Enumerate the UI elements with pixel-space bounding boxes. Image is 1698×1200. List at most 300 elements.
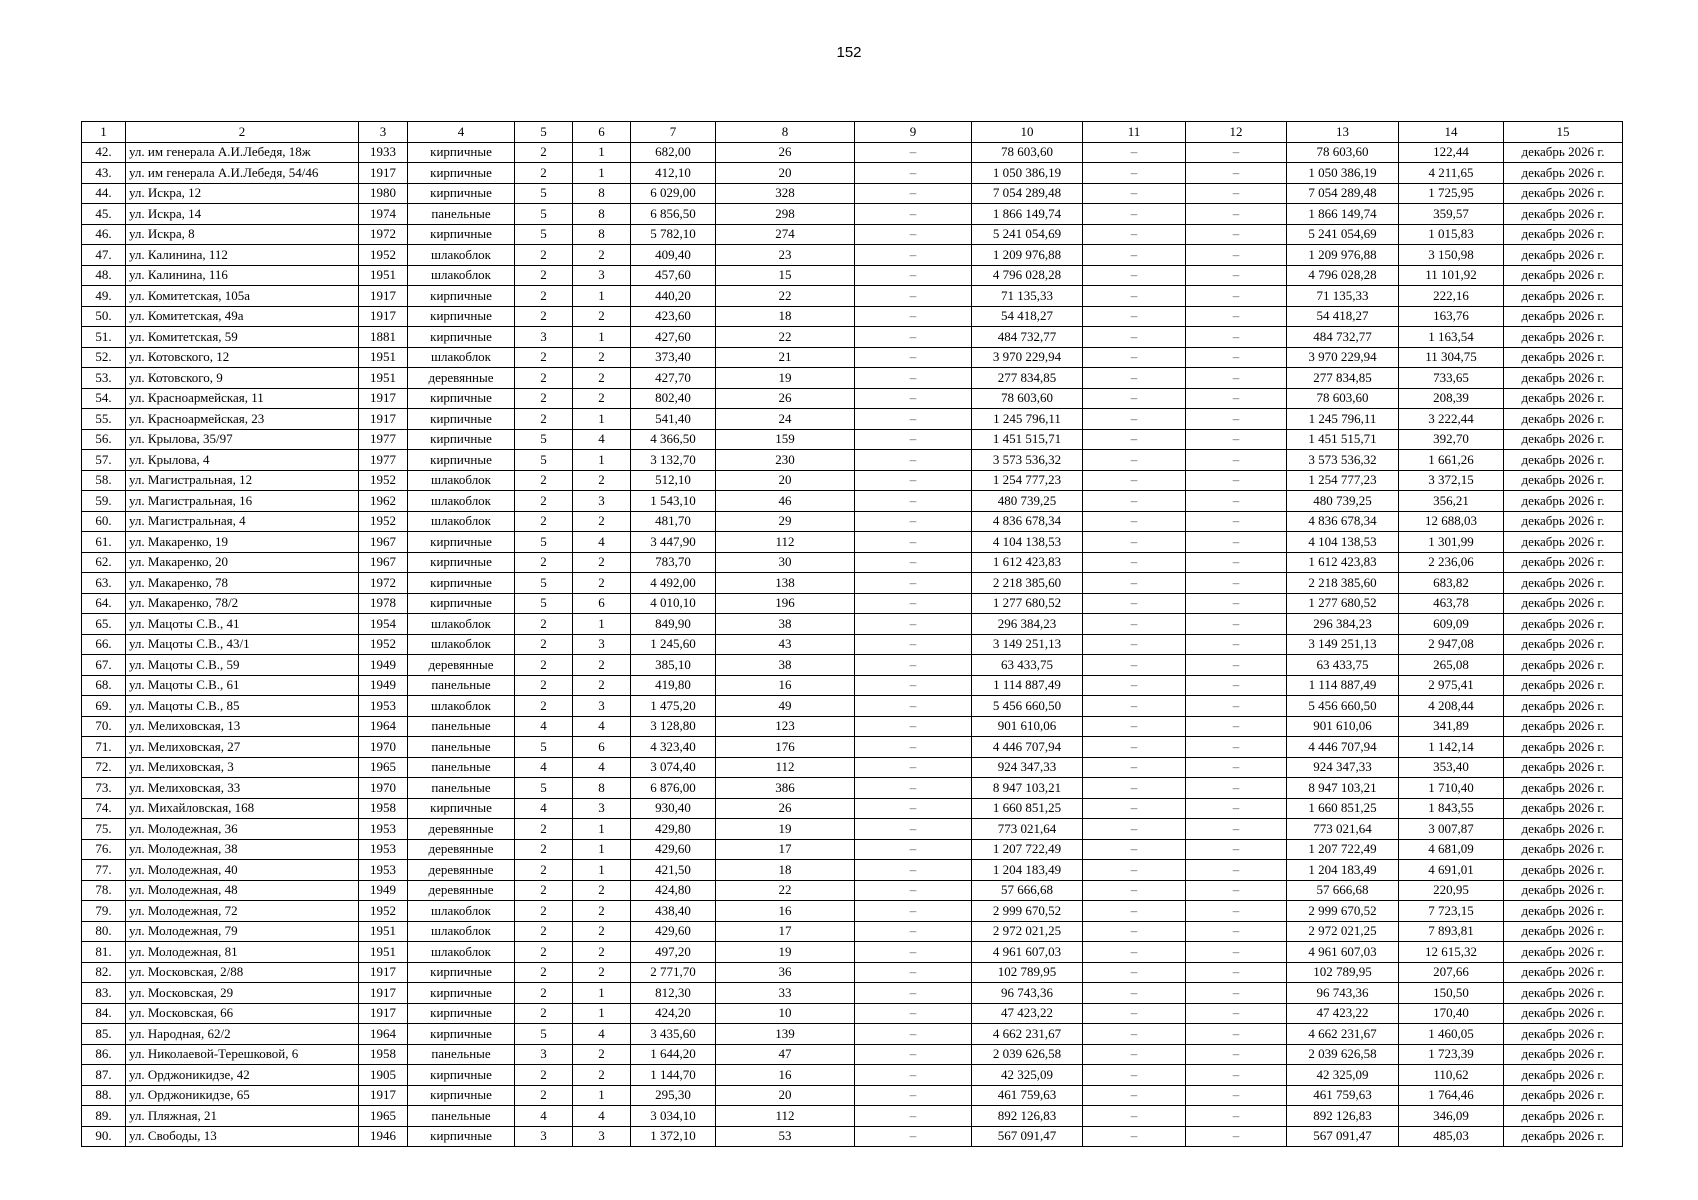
residents-cell: 112	[716, 532, 855, 553]
address-cell: ул. Народная, 62/2	[126, 1024, 359, 1045]
floors-cell: 2	[515, 675, 573, 696]
floors-cell: 2	[515, 983, 573, 1004]
row-number-cell: 84.	[82, 1003, 126, 1024]
cost-col-9-cell: –	[855, 470, 972, 491]
floors-cell: 2	[515, 1065, 573, 1086]
cost-col-12-cell: –	[1186, 1024, 1287, 1045]
total-cost-cell: 1 612 423,83	[972, 552, 1083, 573]
table-row	[82, 409, 1623, 430]
row-number-cell: 47.	[82, 245, 126, 266]
cost-col-13-cell: 1 209 976,88	[1287, 245, 1399, 266]
specific-cost-cell: 7 893,81	[1399, 921, 1504, 942]
cost-col-9-cell: –	[855, 450, 972, 471]
residents-cell: 386	[716, 778, 855, 799]
row-number-cell: 70.	[82, 716, 126, 737]
table-row	[82, 778, 1623, 799]
floors-cell: 2	[515, 163, 573, 184]
column-header-14: 14	[1399, 122, 1504, 143]
cost-col-11-cell: –	[1083, 819, 1186, 840]
specific-cost-cell: 1 725,95	[1399, 183, 1504, 204]
cost-col-13-cell: 3 573 536,32	[1287, 450, 1399, 471]
column-header-2: 2	[126, 122, 359, 143]
column-header-6: 6	[573, 122, 631, 143]
entrances-cell: 1	[573, 839, 631, 860]
residents-cell: 43	[716, 634, 855, 655]
total-area-cell: 423,60	[631, 306, 716, 327]
cost-col-12-cell: –	[1186, 265, 1287, 286]
entrances-cell: 1	[573, 327, 631, 348]
total-area-cell: 438,40	[631, 901, 716, 922]
cost-col-13-cell: 42 325,09	[1287, 1065, 1399, 1086]
row-number-cell: 66.	[82, 634, 126, 655]
cost-col-12-cell: –	[1186, 1106, 1287, 1127]
cost-col-11-cell: –	[1083, 921, 1186, 942]
table-row	[82, 286, 1623, 307]
cost-col-11-cell: –	[1083, 368, 1186, 389]
row-number-cell: 59.	[82, 491, 126, 512]
total-cost-cell: 1 660 851,25	[972, 798, 1083, 819]
cost-col-11-cell: –	[1083, 409, 1186, 430]
wall-material-cell: деревянные	[408, 839, 515, 860]
floors-cell: 2	[515, 655, 573, 676]
specific-cost-cell: 3 222,44	[1399, 409, 1504, 430]
floors-cell: 3	[515, 1126, 573, 1147]
total-area-cell: 6 856,50	[631, 204, 716, 225]
total-area-cell: 3 128,80	[631, 716, 716, 737]
specific-cost-cell: 4 211,65	[1399, 163, 1504, 184]
cost-col-12-cell: –	[1186, 921, 1287, 942]
cost-col-13-cell: 1 050 386,19	[1287, 163, 1399, 184]
address-cell: ул. Мелиховская, 13	[126, 716, 359, 737]
floors-cell: 3	[515, 1044, 573, 1065]
wall-material-cell: шлакоблок	[408, 245, 515, 266]
wall-material-cell: панельные	[408, 757, 515, 778]
total-cost-cell: 567 091,47	[972, 1126, 1083, 1147]
entrances-cell: 1	[573, 450, 631, 471]
table-body	[82, 142, 1623, 1147]
floors-cell: 2	[515, 962, 573, 983]
address-cell: ул. Молодежная, 40	[126, 860, 359, 881]
residents-cell: 38	[716, 614, 855, 635]
address-cell: ул. Молодежная, 36	[126, 819, 359, 840]
cost-col-11-cell: –	[1083, 1003, 1186, 1024]
entrances-cell: 4	[573, 429, 631, 450]
specific-cost-cell: 150,50	[1399, 983, 1504, 1004]
table-row	[82, 655, 1623, 676]
address-cell: ул. Молодежная, 48	[126, 880, 359, 901]
residents-cell: 15	[716, 265, 855, 286]
completion-date-cell: декабрь 2026 г.	[1504, 1044, 1623, 1065]
row-number-cell: 87.	[82, 1065, 126, 1086]
cost-col-12-cell: –	[1186, 901, 1287, 922]
table-row	[82, 901, 1623, 922]
year-built-cell: 1917	[359, 1085, 408, 1106]
row-number-cell: 71.	[82, 737, 126, 758]
completion-date-cell: декабрь 2026 г.	[1504, 798, 1623, 819]
table-row	[82, 163, 1623, 184]
year-built-cell: 1952	[359, 511, 408, 532]
cost-col-13-cell: 5 456 660,50	[1287, 696, 1399, 717]
table-row	[82, 368, 1623, 389]
year-built-cell: 1953	[359, 839, 408, 860]
cost-col-9-cell: –	[855, 634, 972, 655]
address-cell: ул. Московская, 29	[126, 983, 359, 1004]
completion-date-cell: декабрь 2026 г.	[1504, 962, 1623, 983]
address-cell: ул. Макаренко, 19	[126, 532, 359, 553]
year-built-cell: 1881	[359, 327, 408, 348]
completion-date-cell: декабрь 2026 г.	[1504, 224, 1623, 245]
completion-date-cell: декабрь 2026 г.	[1504, 429, 1623, 450]
cost-col-12-cell: –	[1186, 962, 1287, 983]
residents-cell: 18	[716, 860, 855, 881]
entrances-cell: 1	[573, 1003, 631, 1024]
completion-date-cell: декабрь 2026 г.	[1504, 511, 1623, 532]
address-cell: ул. Орджоникидзе, 65	[126, 1085, 359, 1106]
address-cell: ул. им генерала А.И.Лебедя, 54/46	[126, 163, 359, 184]
specific-cost-cell: 485,03	[1399, 1126, 1504, 1147]
year-built-cell: 1958	[359, 1044, 408, 1065]
residents-cell: 19	[716, 368, 855, 389]
total-cost-cell: 42 325,09	[972, 1065, 1083, 1086]
cost-col-12-cell: –	[1186, 696, 1287, 717]
total-cost-cell: 4 104 138,53	[972, 532, 1083, 553]
row-number-cell: 53.	[82, 368, 126, 389]
residents-cell: 230	[716, 450, 855, 471]
cost-col-11-cell: –	[1083, 1106, 1186, 1127]
entrances-cell: 2	[573, 573, 631, 594]
row-number-cell: 79.	[82, 901, 126, 922]
specific-cost-cell: 609,09	[1399, 614, 1504, 635]
year-built-cell: 1970	[359, 778, 408, 799]
total-area-cell: 1 475,20	[631, 696, 716, 717]
cost-col-13-cell: 57 666,68	[1287, 880, 1399, 901]
column-header-7: 7	[631, 122, 716, 143]
cost-col-11-cell: –	[1083, 737, 1186, 758]
residents-cell: 21	[716, 347, 855, 368]
total-cost-cell: 1 050 386,19	[972, 163, 1083, 184]
year-built-cell: 1972	[359, 573, 408, 594]
total-area-cell: 1 245,60	[631, 634, 716, 655]
specific-cost-cell: 1 015,83	[1399, 224, 1504, 245]
wall-material-cell: деревянные	[408, 819, 515, 840]
cost-col-11-cell: –	[1083, 532, 1186, 553]
cost-col-12-cell: –	[1186, 142, 1287, 163]
cost-col-12-cell: –	[1186, 163, 1287, 184]
floors-cell: 2	[515, 614, 573, 635]
total-cost-cell: 1 209 976,88	[972, 245, 1083, 266]
year-built-cell: 1977	[359, 429, 408, 450]
cost-col-11-cell: –	[1083, 839, 1186, 860]
row-number-cell: 68.	[82, 675, 126, 696]
cost-col-13-cell: 63 433,75	[1287, 655, 1399, 676]
wall-material-cell: кирпичные	[408, 1126, 515, 1147]
cost-col-13-cell: 1 277 680,52	[1287, 593, 1399, 614]
cost-col-11-cell: –	[1083, 655, 1186, 676]
entrances-cell: 2	[573, 245, 631, 266]
cost-col-12-cell: –	[1186, 327, 1287, 348]
floors-cell: 5	[515, 204, 573, 225]
cost-col-11-cell: –	[1083, 901, 1186, 922]
completion-date-cell: декабрь 2026 г.	[1504, 245, 1623, 266]
entrances-cell: 8	[573, 224, 631, 245]
cost-col-13-cell: 96 743,36	[1287, 983, 1399, 1004]
floors-cell: 3	[515, 327, 573, 348]
entrances-cell: 3	[573, 696, 631, 717]
row-number-cell: 67.	[82, 655, 126, 676]
residents-cell: 20	[716, 163, 855, 184]
table-row	[82, 839, 1623, 860]
wall-material-cell: панельные	[408, 675, 515, 696]
total-area-cell: 1 644,20	[631, 1044, 716, 1065]
floors-cell: 2	[515, 860, 573, 881]
residents-cell: 38	[716, 655, 855, 676]
completion-date-cell: декабрь 2026 г.	[1504, 901, 1623, 922]
entrances-cell: 2	[573, 388, 631, 409]
specific-cost-cell: 392,70	[1399, 429, 1504, 450]
total-cost-cell: 4 662 231,67	[972, 1024, 1083, 1045]
cost-col-12-cell: –	[1186, 245, 1287, 266]
entrances-cell: 6	[573, 593, 631, 614]
cost-col-13-cell: 1 207 722,49	[1287, 839, 1399, 860]
year-built-cell: 1954	[359, 614, 408, 635]
cost-col-11-cell: –	[1083, 614, 1186, 635]
row-number-cell: 69.	[82, 696, 126, 717]
residents-cell: 17	[716, 921, 855, 942]
completion-date-cell: декабрь 2026 г.	[1504, 306, 1623, 327]
year-built-cell: 1970	[359, 737, 408, 758]
cost-col-12-cell: –	[1186, 491, 1287, 512]
completion-date-cell: декабрь 2026 г.	[1504, 819, 1623, 840]
row-number-cell: 51.	[82, 327, 126, 348]
residents-cell: 138	[716, 573, 855, 594]
cost-col-13-cell: 567 091,47	[1287, 1126, 1399, 1147]
floors-cell: 2	[515, 942, 573, 963]
completion-date-cell: декабрь 2026 г.	[1504, 983, 1623, 1004]
address-cell: ул. Котовского, 9	[126, 368, 359, 389]
entrances-cell: 8	[573, 778, 631, 799]
row-number-cell: 73.	[82, 778, 126, 799]
total-cost-cell: 480 739,25	[972, 491, 1083, 512]
completion-date-cell: декабрь 2026 г.	[1504, 593, 1623, 614]
floors-cell: 5	[515, 224, 573, 245]
year-built-cell: 1949	[359, 880, 408, 901]
cost-col-9-cell: –	[855, 368, 972, 389]
cost-col-13-cell: 78 603,60	[1287, 388, 1399, 409]
specific-cost-cell: 222,16	[1399, 286, 1504, 307]
completion-date-cell: декабрь 2026 г.	[1504, 286, 1623, 307]
cost-col-9-cell: –	[855, 1044, 972, 1065]
table-row	[82, 511, 1623, 532]
entrances-cell: 6	[573, 737, 631, 758]
residents-cell: 17	[716, 839, 855, 860]
floors-cell: 2	[515, 880, 573, 901]
specific-cost-cell: 220,95	[1399, 880, 1504, 901]
cost-col-12-cell: –	[1186, 1085, 1287, 1106]
specific-cost-cell: 346,09	[1399, 1106, 1504, 1127]
address-cell: ул. Искра, 8	[126, 224, 359, 245]
total-cost-cell: 1 866 149,74	[972, 204, 1083, 225]
cost-col-13-cell: 901 610,06	[1287, 716, 1399, 737]
table-row	[82, 880, 1623, 901]
address-cell: ул. Макаренко, 78	[126, 573, 359, 594]
floors-cell: 5	[515, 778, 573, 799]
year-built-cell: 1949	[359, 675, 408, 696]
cost-col-11-cell: –	[1083, 1085, 1186, 1106]
cost-col-11-cell: –	[1083, 204, 1186, 225]
total-cost-cell: 54 418,27	[972, 306, 1083, 327]
residents-cell: 26	[716, 798, 855, 819]
row-number-cell: 76.	[82, 839, 126, 860]
entrances-cell: 3	[573, 265, 631, 286]
cost-col-11-cell: –	[1083, 265, 1186, 286]
total-area-cell: 1 144,70	[631, 1065, 716, 1086]
cost-col-9-cell: –	[855, 1024, 972, 1045]
completion-date-cell: декабрь 2026 г.	[1504, 450, 1623, 471]
cost-col-9-cell: –	[855, 388, 972, 409]
cost-col-9-cell: –	[855, 593, 972, 614]
entrances-cell: 3	[573, 634, 631, 655]
residents-cell: 16	[716, 901, 855, 922]
page-number: 152	[836, 44, 862, 61]
address-cell: ул. Крылова, 4	[126, 450, 359, 471]
cost-col-9-cell: –	[855, 265, 972, 286]
cost-col-11-cell: –	[1083, 552, 1186, 573]
floors-cell: 2	[515, 696, 573, 717]
wall-material-cell: кирпичные	[408, 532, 515, 553]
specific-cost-cell: 1 710,40	[1399, 778, 1504, 799]
floors-cell: 5	[515, 450, 573, 471]
specific-cost-cell: 1 460,05	[1399, 1024, 1504, 1045]
entrances-cell: 1	[573, 286, 631, 307]
cost-col-11-cell: –	[1083, 347, 1186, 368]
completion-date-cell: декабрь 2026 г.	[1504, 634, 1623, 655]
completion-date-cell: декабрь 2026 г.	[1504, 142, 1623, 163]
cost-col-11-cell: –	[1083, 573, 1186, 594]
cost-col-9-cell: –	[855, 737, 972, 758]
cost-col-9-cell: –	[855, 1085, 972, 1106]
year-built-cell: 1917	[359, 983, 408, 1004]
entrances-cell: 2	[573, 675, 631, 696]
total-area-cell: 457,60	[631, 265, 716, 286]
total-cost-cell: 7 054 289,48	[972, 183, 1083, 204]
row-number-cell: 44.	[82, 183, 126, 204]
entrances-cell: 1	[573, 983, 631, 1004]
cost-col-13-cell: 102 789,95	[1287, 962, 1399, 983]
wall-material-cell: панельные	[408, 1044, 515, 1065]
total-area-cell: 481,70	[631, 511, 716, 532]
cost-col-12-cell: –	[1186, 675, 1287, 696]
row-number-cell: 74.	[82, 798, 126, 819]
total-cost-cell: 3 573 536,32	[972, 450, 1083, 471]
wall-material-cell: шлакоблок	[408, 511, 515, 532]
total-area-cell: 6 029,00	[631, 183, 716, 204]
row-number-cell: 88.	[82, 1085, 126, 1106]
table-row	[82, 573, 1623, 594]
column-header-4: 4	[408, 122, 515, 143]
cost-col-12-cell: –	[1186, 634, 1287, 655]
floors-cell: 4	[515, 716, 573, 737]
cost-col-11-cell: –	[1083, 429, 1186, 450]
column-header-8: 8	[716, 122, 855, 143]
completion-date-cell: декабрь 2026 г.	[1504, 839, 1623, 860]
address-cell: ул. Магистральная, 4	[126, 511, 359, 532]
specific-cost-cell: 2 947,08	[1399, 634, 1504, 655]
total-area-cell: 930,40	[631, 798, 716, 819]
residents-cell: 16	[716, 675, 855, 696]
total-cost-cell: 71 135,33	[972, 286, 1083, 307]
total-area-cell: 3 447,90	[631, 532, 716, 553]
specific-cost-cell: 12 615,32	[1399, 942, 1504, 963]
specific-cost-cell: 265,08	[1399, 655, 1504, 676]
total-cost-cell: 461 759,63	[972, 1085, 1083, 1106]
address-cell: ул. Мелиховская, 27	[126, 737, 359, 758]
row-number-cell: 72.	[82, 757, 126, 778]
total-cost-cell: 78 603,60	[972, 388, 1083, 409]
specific-cost-cell: 1 764,46	[1399, 1085, 1504, 1106]
row-number-cell: 77.	[82, 860, 126, 881]
year-built-cell: 1972	[359, 224, 408, 245]
floors-cell: 2	[515, 286, 573, 307]
table-row	[82, 860, 1623, 881]
total-area-cell: 3 074,40	[631, 757, 716, 778]
completion-date-cell: декабрь 2026 г.	[1504, 921, 1623, 942]
cost-col-12-cell: –	[1186, 942, 1287, 963]
year-built-cell: 1952	[359, 901, 408, 922]
cost-col-9-cell: –	[855, 819, 972, 840]
year-built-cell: 1951	[359, 921, 408, 942]
cost-col-11-cell: –	[1083, 983, 1186, 1004]
total-area-cell: 4 323,40	[631, 737, 716, 758]
completion-date-cell: декабрь 2026 г.	[1504, 1024, 1623, 1045]
completion-date-cell: декабрь 2026 г.	[1504, 942, 1623, 963]
specific-cost-cell: 4 681,09	[1399, 839, 1504, 860]
row-number-cell: 64.	[82, 593, 126, 614]
cost-col-9-cell: –	[855, 511, 972, 532]
row-number-cell: 83.	[82, 983, 126, 1004]
residents-cell: 176	[716, 737, 855, 758]
wall-material-cell: кирпичные	[408, 552, 515, 573]
total-cost-cell: 47 423,22	[972, 1003, 1083, 1024]
cost-col-12-cell: –	[1186, 429, 1287, 450]
floors-cell: 2	[515, 245, 573, 266]
address-cell: ул. Калинина, 112	[126, 245, 359, 266]
table-row	[82, 614, 1623, 635]
residents-cell: 29	[716, 511, 855, 532]
row-number-cell: 56.	[82, 429, 126, 450]
entrances-cell: 1	[573, 1085, 631, 1106]
floors-cell: 5	[515, 1024, 573, 1045]
table-row	[82, 306, 1623, 327]
specific-cost-cell: 122,44	[1399, 142, 1504, 163]
cost-col-9-cell: –	[855, 983, 972, 1004]
address-cell: ул. Калинина, 116	[126, 265, 359, 286]
address-cell: ул. Макаренко, 20	[126, 552, 359, 573]
address-cell: ул. им генерала А.И.Лебедя, 18ж	[126, 142, 359, 163]
entrances-cell: 8	[573, 183, 631, 204]
year-built-cell: 1917	[359, 306, 408, 327]
wall-material-cell: шлакоблок	[408, 634, 515, 655]
address-cell: ул. Крылова, 35/97	[126, 429, 359, 450]
total-area-cell: 6 876,00	[631, 778, 716, 799]
address-cell: ул. Николаевой-Терешковой, 6	[126, 1044, 359, 1065]
total-area-cell: 2 771,70	[631, 962, 716, 983]
cost-col-9-cell: –	[855, 409, 972, 430]
row-number-cell: 58.	[82, 470, 126, 491]
entrances-cell: 2	[573, 962, 631, 983]
completion-date-cell: декабрь 2026 г.	[1504, 327, 1623, 348]
cost-col-12-cell: –	[1186, 306, 1287, 327]
cost-col-9-cell: –	[855, 1106, 972, 1127]
